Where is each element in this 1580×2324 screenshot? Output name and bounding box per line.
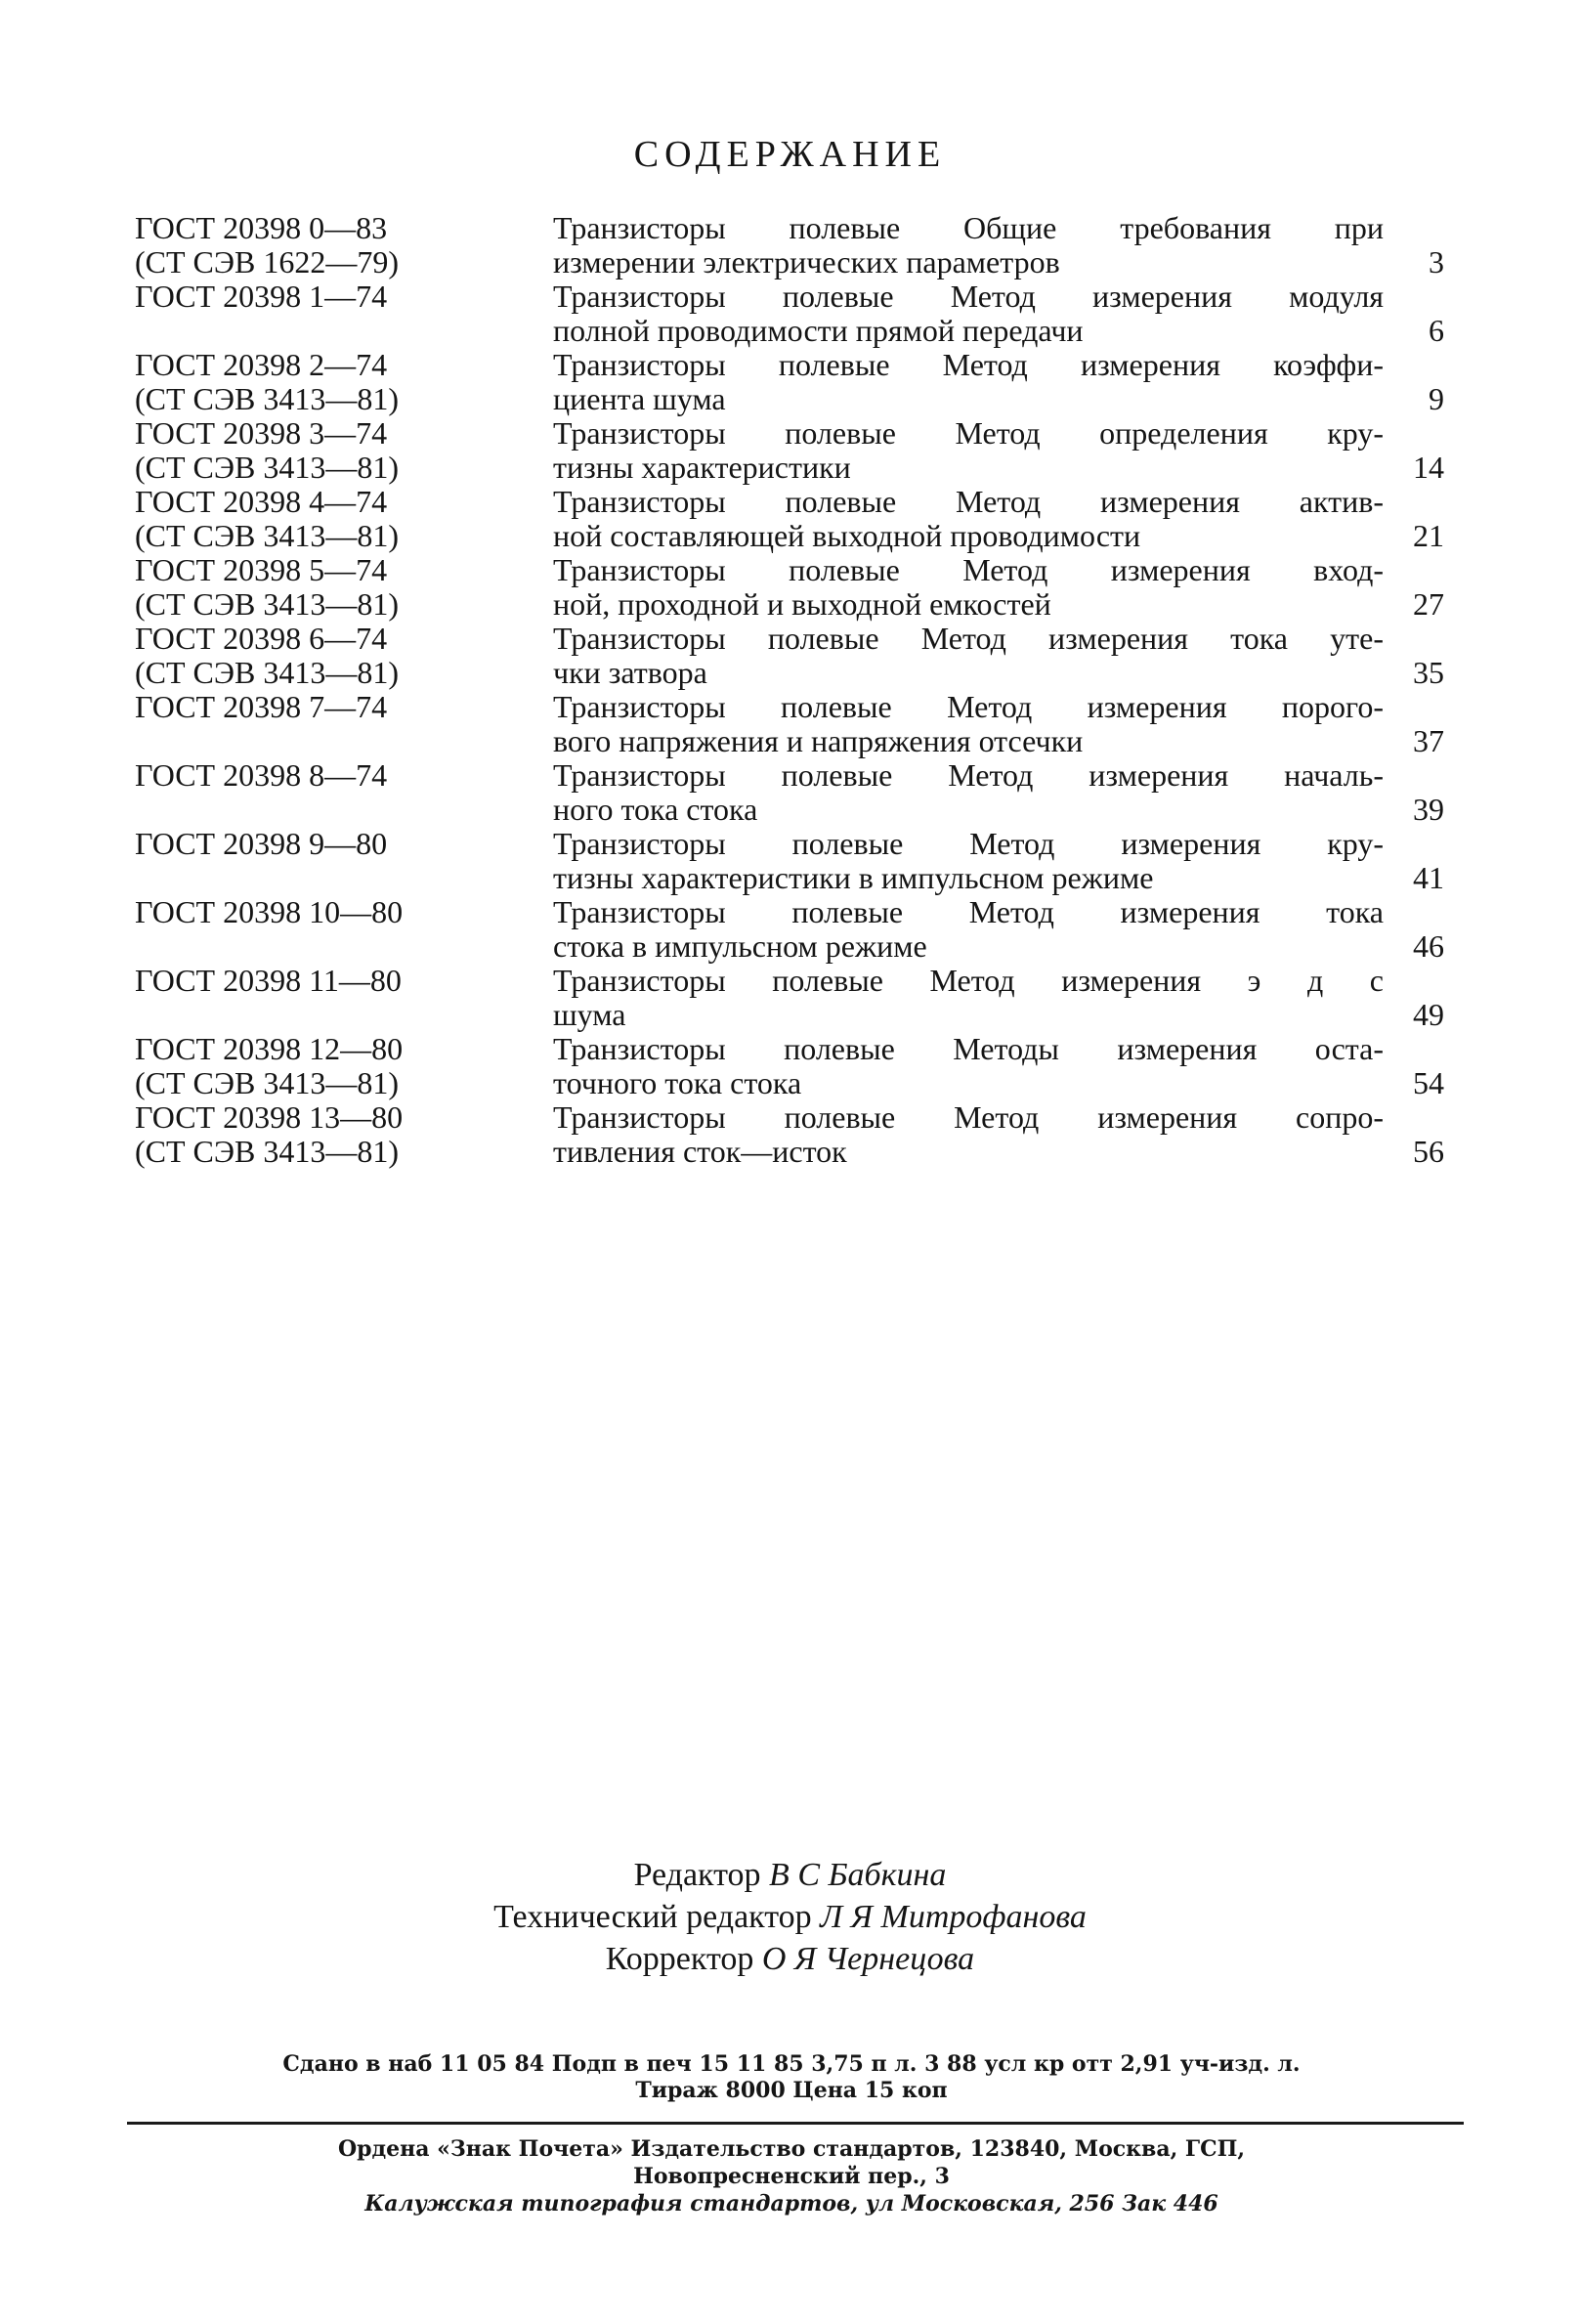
standard-code: ГОСТ 20398 2—74 <box>135 347 388 382</box>
description-line: точного тока стока <box>553 1065 802 1100</box>
standard-codes <box>135 416 516 485</box>
standard-codes <box>135 280 516 314</box>
imprint-line: Тираж 8000 Цена 15 коп <box>635 2078 948 2103</box>
standard-codes <box>135 211 516 280</box>
credit-role: Технический редактор <box>493 1899 812 1935</box>
page-number: 21 <box>1413 518 1444 553</box>
standard-codes <box>135 622 516 690</box>
toc-entry <box>135 553 1444 622</box>
standard-codes <box>135 758 516 793</box>
description-line: Транзисторы полевые Метод определения кру- <box>553 415 1384 451</box>
description-line: Транзисторы полевые Метод измерения вход- <box>553 552 1384 587</box>
standard-code: (СТ СЭВ 3413—81) <box>135 450 400 485</box>
description-line: Транзисторы полевые Метод измерения кру- <box>553 826 1384 861</box>
description-line: тизны характеристики в импульсном режиме <box>553 860 1154 895</box>
credit-technical-editor <box>0 1896 1580 1938</box>
page-number: 3 <box>1429 244 1444 280</box>
standard-code: ГОСТ 20398 3—74 <box>135 415 388 451</box>
standard-code: (СТ СЭВ 3413—81) <box>135 655 400 690</box>
page-number: 56 <box>1413 1134 1444 1169</box>
description-line: тивления сток—исток <box>553 1134 847 1169</box>
toc-entry <box>135 348 1444 416</box>
entry-description <box>553 1100 1384 1169</box>
entry-description <box>553 964 1384 1032</box>
entry-description <box>553 895 1384 964</box>
entry-description <box>553 553 1384 622</box>
standard-codes <box>135 964 516 998</box>
standard-codes <box>135 827 516 861</box>
toc-entry <box>135 485 1444 553</box>
standard-code: (СТ СЭВ 3413—81) <box>135 1065 400 1100</box>
standard-code: ГОСТ 20398 0—83 <box>135 210 388 245</box>
page-number: 35 <box>1413 655 1444 690</box>
page-number: 46 <box>1413 928 1444 964</box>
description-line: ной составляющей выходной проводимости <box>553 518 1141 553</box>
standard-code: ГОСТ 20398 13—80 <box>135 1099 404 1135</box>
standard-code: (СТ СЭВ 3413—81) <box>135 586 400 622</box>
entry-description <box>553 827 1384 895</box>
toc-entry <box>135 416 1444 485</box>
description-line: Транзисторы полевые Метод измерения модуля <box>553 279 1384 314</box>
publisher-info <box>117 2135 1466 2217</box>
publisher-line: Ордена «Знак Почета» Издательство стандартов, 123840, Москва, ГСП, <box>337 2136 1246 2162</box>
description-line: полной проводимости прямой передачи <box>553 313 1084 348</box>
standard-code: ГОСТ 20398 10—80 <box>135 894 404 929</box>
description-line: Транзисторы полевые Метод измерения э д с <box>553 963 1384 998</box>
standard-codes <box>135 1032 516 1100</box>
description-line: Транзисторы полевые Метод измерения порого- <box>553 689 1384 724</box>
standard-code: ГОСТ 20398 11—80 <box>135 963 402 998</box>
toc-entry <box>135 758 1444 827</box>
imprint-line: Сдано в наб 11 05 84 Подп в печ 15 11 85 3,75 п л. 3 88 усл кр отт 2,91 уч-изд. л. <box>282 2051 1301 2077</box>
page-number: 41 <box>1413 860 1444 895</box>
description-line: Транзисторы полевые Общие требования при <box>553 210 1384 245</box>
description-line: циента шума <box>553 381 726 416</box>
credit-name: Л Я Митрофанова <box>820 1899 1087 1935</box>
entry-description <box>553 690 1384 758</box>
standard-code: ГОСТ 20398 9—80 <box>135 826 388 861</box>
toc-entry <box>135 1100 1444 1169</box>
page-number: 54 <box>1413 1065 1444 1100</box>
standard-code: ГОСТ 20398 6—74 <box>135 621 388 656</box>
entry-description <box>553 348 1384 416</box>
description-line: ной, проходной и выходной емкостей <box>553 586 1051 622</box>
description-line: Транзисторы полевые Метод измерения тока <box>553 894 1384 929</box>
credit-name: О Я Чернецова <box>761 1941 975 1977</box>
standard-codes <box>135 348 516 416</box>
entry-description <box>553 485 1384 553</box>
page-number: 6 <box>1429 313 1444 348</box>
description-line: ного тока стока <box>553 792 758 827</box>
page-number: 14 <box>1413 450 1444 485</box>
description-line: шума <box>553 997 626 1032</box>
divider-rule <box>127 2122 1464 2125</box>
standard-code: (СТ СЭВ 1622—79) <box>135 244 400 280</box>
toc-entry <box>135 211 1444 280</box>
table-of-contents <box>135 211 1444 1169</box>
page-number: 39 <box>1413 792 1444 827</box>
description-line: тизны характеристики <box>553 450 851 485</box>
description-line: стока в импульсном режиме <box>553 928 927 964</box>
toc-entry <box>135 622 1444 690</box>
description-line: Транзисторы полевые Метод измерения актив- <box>553 484 1384 519</box>
entry-description <box>553 758 1384 827</box>
standard-code: (СТ СЭВ 3413—81) <box>135 1134 400 1169</box>
description-line: Транзисторы полевые Метод измерения сопро- <box>553 1099 1384 1135</box>
standard-code: ГОСТ 20398 5—74 <box>135 552 388 587</box>
entry-description <box>553 211 1384 280</box>
toc-entry <box>135 690 1444 758</box>
standard-codes <box>135 485 516 553</box>
page-title: СОДЕРЖАНИЕ <box>633 134 947 175</box>
publisher-line: Калужская типография стандартов, ул Московская, 256 Зак 446 <box>364 2191 1218 2216</box>
standard-code: ГОСТ 20398 8—74 <box>135 757 388 793</box>
description-line: Транзисторы полевые Метод измерения тока уте- <box>553 621 1384 656</box>
page-number: 27 <box>1413 586 1444 622</box>
standard-code: ГОСТ 20398 7—74 <box>135 689 388 724</box>
page-number: 37 <box>1413 723 1444 758</box>
standard-codes <box>135 1100 516 1169</box>
description-line: Транзисторы полевые Метод измерения началь- <box>553 757 1384 793</box>
toc-entry <box>135 280 1444 348</box>
standard-code: (СТ СЭВ 3413—81) <box>135 381 400 416</box>
credits-block <box>0 1854 1580 1980</box>
entry-description <box>553 280 1384 348</box>
page-number: 49 <box>1413 997 1444 1032</box>
standard-code: ГОСТ 20398 1—74 <box>135 279 388 314</box>
page-number: 9 <box>1429 381 1444 416</box>
entry-description <box>553 622 1384 690</box>
standard-code: (СТ СЭВ 3413—81) <box>135 518 400 553</box>
toc-entry <box>135 1032 1444 1100</box>
standard-codes <box>135 553 516 622</box>
description-line: вого напряжения и напряжения отсечки <box>553 723 1084 758</box>
credit-proofreader <box>0 1938 1580 1980</box>
description-line: Транзисторы полевые Метод измерения коэффи- <box>553 347 1384 382</box>
standard-code: ГОСТ 20398 12—80 <box>135 1031 404 1066</box>
description-line: чки затвора <box>553 655 707 690</box>
description-line: Транзисторы полевые Методы измерения оста- <box>553 1031 1384 1066</box>
toc-entry <box>135 827 1444 895</box>
print-imprint <box>117 2051 1466 2104</box>
credit-editor <box>0 1854 1580 1896</box>
standard-codes <box>135 895 516 929</box>
credit-role: Корректор <box>605 1941 754 1977</box>
credit-name: В С Бабкина <box>769 1857 947 1893</box>
toc-entry <box>135 895 1444 964</box>
entry-description <box>553 1032 1384 1100</box>
standard-codes <box>135 690 516 724</box>
description-line: измерении электрических параметров <box>553 244 1060 280</box>
credit-role: Редактор <box>633 1857 761 1893</box>
publisher-line: Новопресненский пер., 3 <box>633 2164 950 2189</box>
entry-description <box>553 416 1384 485</box>
toc-entry <box>135 964 1444 1032</box>
standard-code: ГОСТ 20398 4—74 <box>135 484 388 519</box>
